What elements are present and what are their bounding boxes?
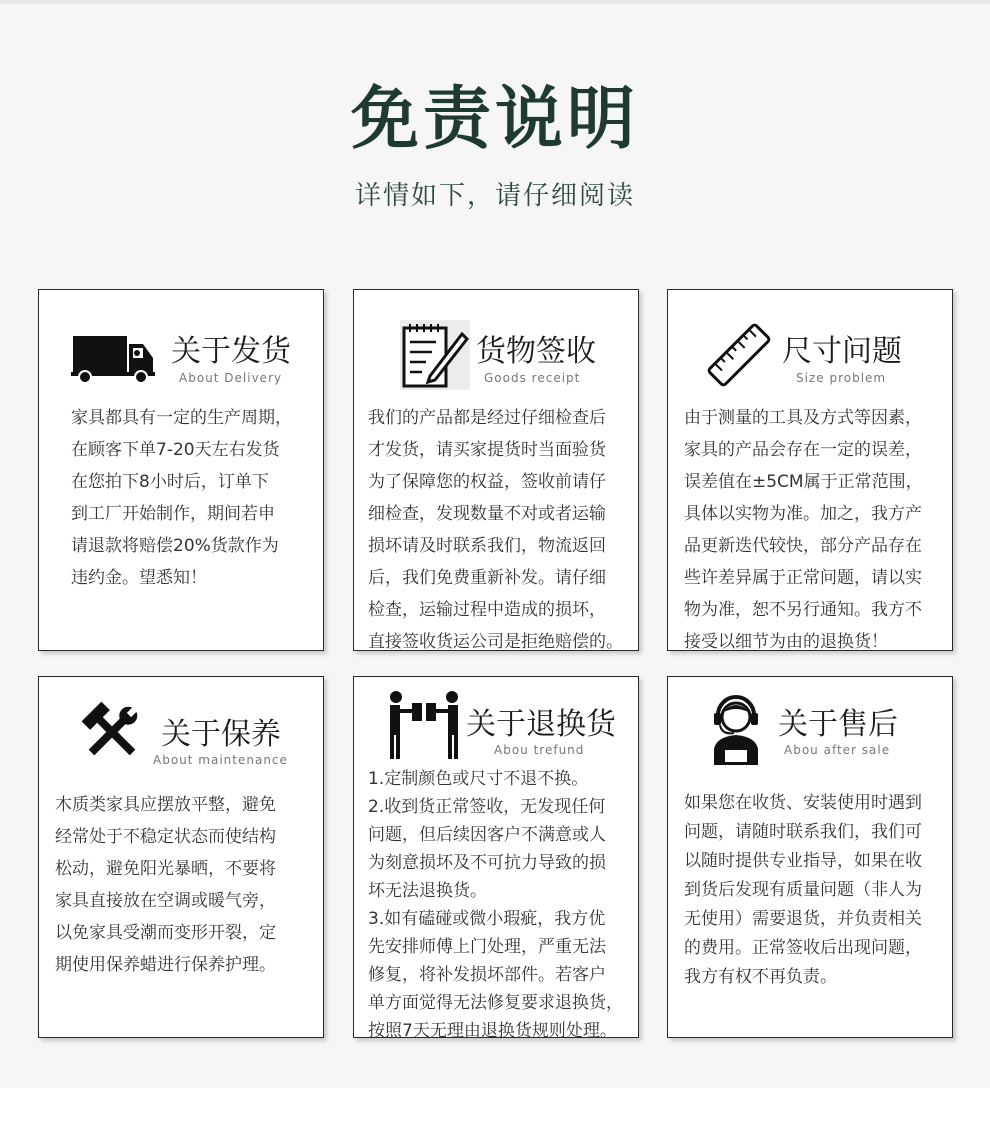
card-subtitle: Abou after sale — [784, 743, 891, 757]
body-line: 具体以实物为准。加之，我方产 — [684, 504, 922, 524]
card-body — [684, 789, 950, 992]
wrench-hammer-icon — [79, 699, 145, 765]
body-line: 为了保障您的权益，签收前请仔 — [368, 472, 606, 492]
body-line: 后，我们免费重新补发。请仔细 — [368, 568, 606, 588]
body-line: 由于测量的工具及方式等因素， — [684, 408, 922, 428]
card-maintenance — [38, 676, 324, 1038]
page-title: 免责说明 — [350, 80, 639, 159]
body-line: 先安排师傅上门处理，严重无法 — [368, 937, 606, 957]
body-line: 到工厂开始制作，期间若申 — [71, 504, 275, 524]
body-line: 的费用。正常签收后出现问题， — [684, 938, 922, 958]
body-line: 才发货，请买家提货时当面验货 — [368, 440, 606, 460]
delivery-truck-icon — [71, 334, 155, 384]
body-line: 坏无法退换货。 — [368, 881, 487, 901]
body-line: 按照7天无理由退换货规则处理。 — [368, 1021, 617, 1041]
body-line: 家具直接放在空调或暖气旁， — [55, 891, 276, 911]
card-subtitle: Size problem — [796, 371, 887, 385]
body-line: 期使用保养蜡进行保养护理。 — [55, 955, 276, 975]
body-line: 些许差异属于正常问题，请以实 — [684, 568, 922, 588]
body-line: 在顾客下单7-20天左右发货 — [71, 440, 280, 460]
body-line: 物为准，恕不另行通知。我方不 — [684, 600, 922, 620]
card-body — [684, 402, 950, 658]
body-line: 直接签收货运公司是拒绝赔偿的。 — [368, 632, 623, 652]
body-line: 接受以细节为由的退换货！ — [684, 632, 888, 652]
card-delivery — [38, 289, 324, 651]
body-line: 如果您在收货、安装使用时遇到 — [684, 793, 922, 813]
clipboard-pen-icon — [400, 320, 470, 390]
card-subtitle: Goods receipt — [484, 371, 581, 385]
body-line: 家具都具有一定的生产周期， — [71, 408, 292, 428]
card-body — [368, 765, 638, 1045]
card-subtitle: About Delivery — [179, 371, 283, 385]
body-line: 在您拍下8小时后，订单下 — [71, 472, 269, 492]
card-body — [71, 402, 311, 594]
card-body — [55, 789, 317, 981]
body-line: 品更新迭代较快，部分产品存在 — [684, 536, 922, 556]
body-line: 以随时提供专业指导，如果在收 — [684, 851, 922, 871]
card-body — [368, 402, 636, 658]
card-goods-receipt — [353, 289, 639, 651]
body-line: 1.定制颜色或尺寸不退不换。 — [368, 769, 589, 789]
body-line: 3.如有磕碰或微小瑕疵，我方优 — [368, 909, 606, 929]
body-line: 单方面觉得无法修复要求退换货， — [368, 993, 623, 1013]
customer-service-icon — [712, 691, 760, 765]
body-line: 以免家具受潮而变形开裂，定 — [55, 923, 276, 943]
card-title: 尺寸问题 — [782, 334, 902, 369]
page-subtitle: 详情如下，请仔细阅读 — [354, 181, 635, 211]
card-after-sale — [667, 676, 953, 1038]
body-line: 木质类家具应摆放平整，避免 — [55, 795, 276, 815]
body-line: 我们的产品都是经过仔细检查后 — [368, 408, 606, 428]
body-line: 无使用）需要退货，并负责相关 — [684, 909, 922, 929]
card-refund — [353, 676, 639, 1041]
body-line: 到货后发现有质量问题（非人为 — [684, 880, 922, 900]
card-title: 关于发货 — [171, 334, 291, 369]
package-exchange-icon — [386, 689, 462, 761]
body-line: 细检查，发现数量不对或者运输 — [368, 504, 606, 524]
body-line: 问题，但后续因客户不满意或人 — [368, 825, 606, 845]
body-line: 家具的产品会存在一定的误差， — [684, 440, 922, 460]
body-line: 误差值在±5CM属于正常范围， — [684, 472, 923, 492]
ruler-icon — [704, 320, 774, 390]
body-line: 为刻意损坏及不可抗力导致的损 — [368, 853, 606, 873]
card-subtitle: Abou trefund — [494, 743, 585, 757]
body-line: 违约金。望悉知！ — [71, 568, 207, 588]
card-size-problem — [667, 289, 953, 651]
card-title: 关于退换货 — [466, 707, 616, 742]
body-line: 修复，将补发损坏部件。若客户 — [368, 965, 606, 985]
body-line: 我方有权不再负责。 — [684, 967, 837, 987]
card-subtitle: About maintenance — [153, 753, 288, 767]
card-title: 货物签收 — [476, 334, 596, 369]
body-line: 问题，请随时联系我们，我们可 — [684, 822, 922, 842]
body-line: 检查，运输过程中造成的损坏， — [368, 600, 606, 620]
body-line: 请退款将赔偿20%货款作为 — [71, 536, 279, 556]
card-title: 关于售后 — [778, 707, 898, 742]
body-line: 松动，避免阳光暴晒，不要将 — [55, 859, 276, 879]
body-line: 损坏请及时联系我们，物流返回 — [368, 536, 606, 556]
body-line: 2.收到货正常签收，无发现任何 — [368, 797, 606, 817]
card-title: 关于保养 — [161, 717, 281, 752]
body-line: 经常处于不稳定状态而使结构 — [55, 827, 276, 847]
